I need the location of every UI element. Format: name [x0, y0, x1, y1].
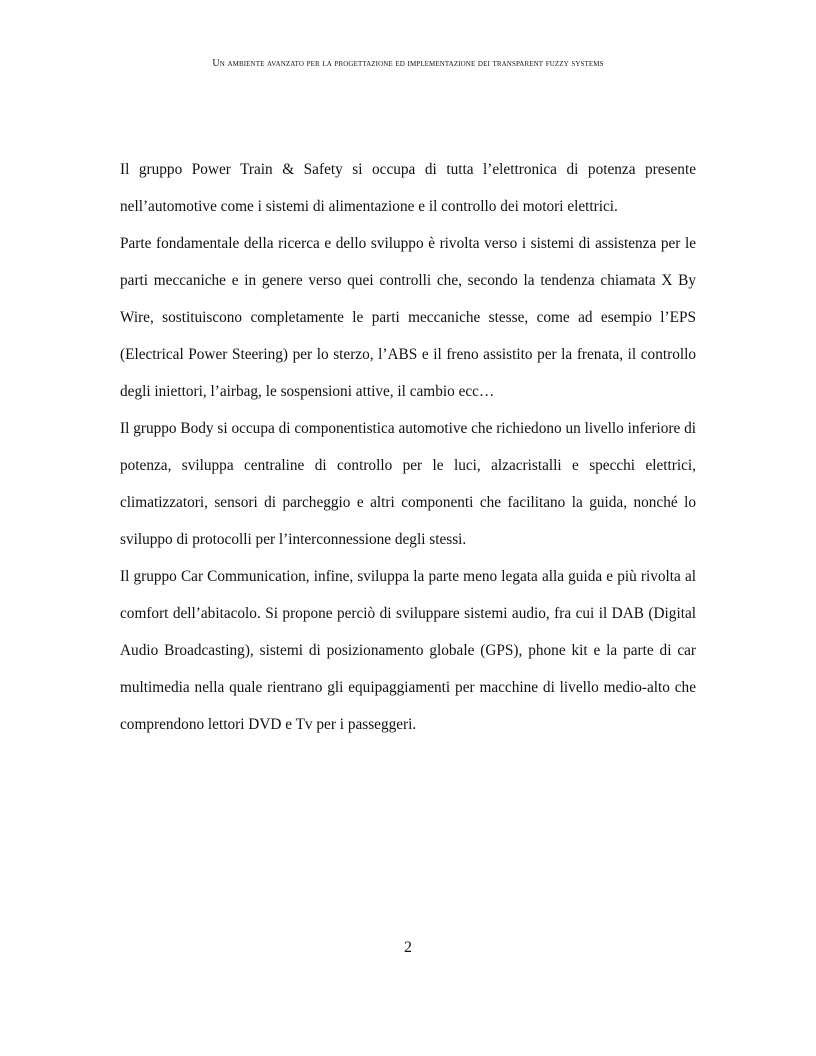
document-body	[120, 151, 696, 743]
running-header: Un ambiente avanzato per la progettazione ed implementazione dei transparent fuzzy systems	[212, 58, 604, 69]
paragraph-body-group: Il gruppo Body si occupa di componentistica automotive che richiedono un livello inferiore di potenza, sviluppa centraline di controllo per le luci, alzacristalli e specchi elettrici, climatizzatori, sensori di parcheggio e altri componenti che facilitano la guida, nonché lo sviluppo di protocolli per l’interconnessione degli stessi.	[120, 420, 696, 548]
paragraph-power-train: Il gruppo Power Train & Safety si occupa di tutta l’elettronica di potenza presente nell’automotive come i sistemi di alimentazione e il controllo dei motori elettrici.	[120, 161, 696, 215]
paragraph-car-communication: Il gruppo Car Communication, infine, sviluppa la parte meno legata alla guida e più rivolta al comfort dell’abitacolo. Si propone perciò di sviluppare sistemi audio, fra cui il DAB (Digital Audio Broadcasting), sistemi di posizionamento globale (GPS), phone kit e la parte di car multimedia nella quale rientrano gli equipaggiamenti per macchine di livello medio-alto che comprendono lettori DVD e Tv per i passeggeri.	[120, 568, 696, 733]
paragraph-assistance-systems: Parte fondamentale della ricerca e dello sviluppo è rivolta verso i sistemi di assistenza per le parti meccaniche e in genere verso quei controlli che, secondo la tendenza chiamata X By Wire, sostituiscono completamente le parti meccaniche stesse, come ad esempio l’EPS (Electrical Power Steering) per lo sterzo, l’ABS e il freno assistito per la frenata, il controllo degli iniettori, l’airbag, le sospensioni attive, il cambio ecc…	[120, 235, 696, 400]
page-number: 2	[404, 939, 412, 956]
